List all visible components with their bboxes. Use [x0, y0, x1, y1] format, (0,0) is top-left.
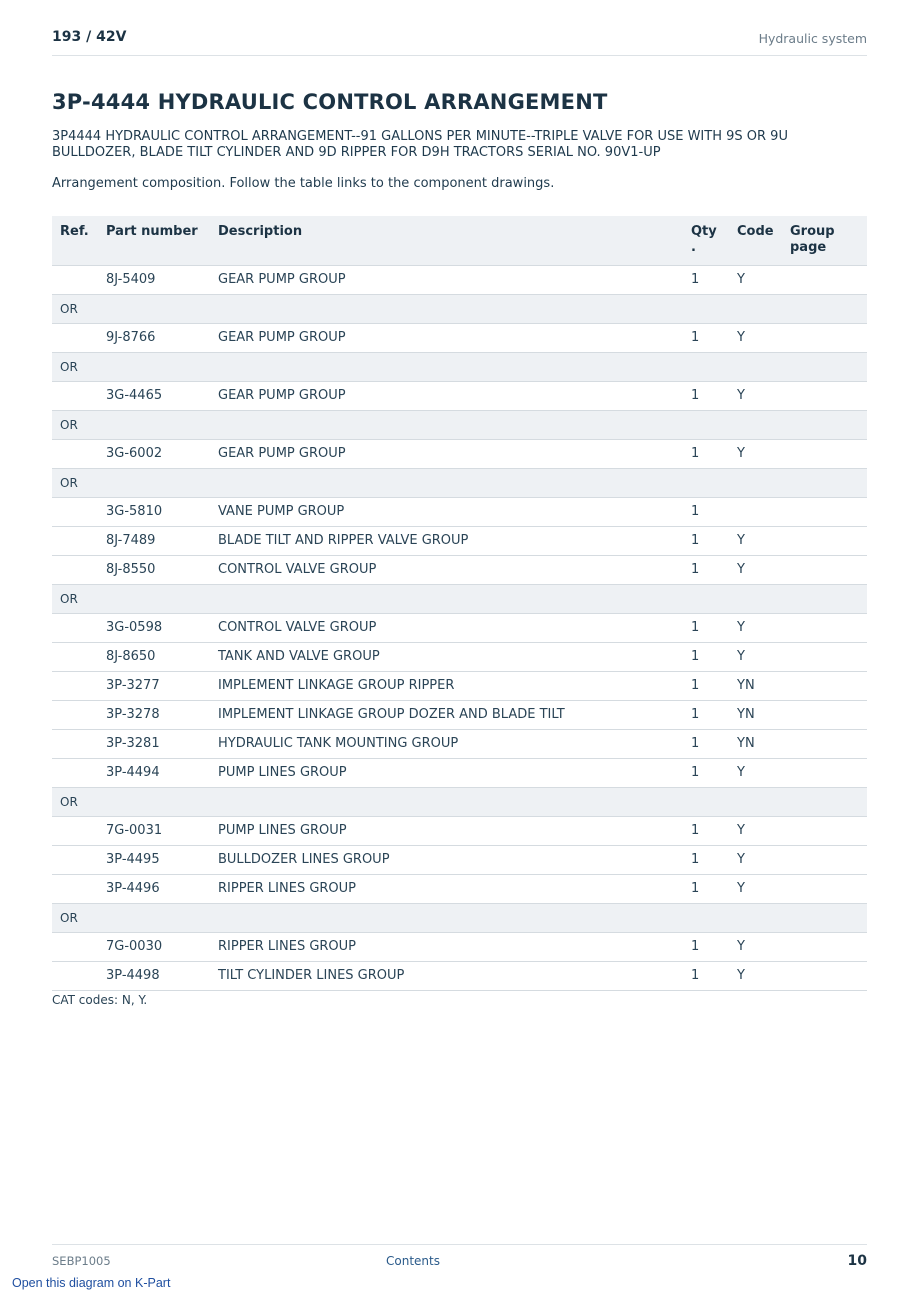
cell-part-number[interactable]: 3P-4498 — [98, 961, 210, 990]
alternative-separator-row — [52, 468, 867, 497]
cell-group-page — [782, 845, 867, 874]
cell-group-page — [782, 265, 867, 294]
cell-code: Y — [729, 874, 782, 903]
col-header-part-number: Part number — [98, 216, 210, 265]
cell-group-page — [782, 526, 867, 555]
page-header — [52, 29, 867, 56]
table-row — [52, 729, 867, 758]
cell-description: IMPLEMENT LINKAGE GROUP RIPPER — [210, 671, 683, 700]
table-row — [52, 671, 867, 700]
cell-group-page — [782, 874, 867, 903]
cell-ref — [52, 613, 98, 642]
cell-qty: 1 — [683, 700, 729, 729]
cell-ref — [52, 816, 98, 845]
cell-part-number[interactable]: 3G-6002 — [98, 439, 210, 468]
cell-code: Y — [729, 381, 782, 410]
cell-description: GEAR PUMP GROUP — [210, 265, 683, 294]
table-row — [52, 874, 867, 903]
cell-description: GEAR PUMP GROUP — [210, 439, 683, 468]
cell-group-page — [782, 555, 867, 584]
page-footer — [52, 1244, 867, 1274]
cell-part-number[interactable]: 3P-4496 — [98, 874, 210, 903]
cell-group-page — [782, 381, 867, 410]
cell-qty: 1 — [683, 758, 729, 787]
page-number: 10 — [847, 1253, 867, 1269]
cell-qty: 1 — [683, 613, 729, 642]
table-row — [52, 642, 867, 671]
cell-group-page — [782, 932, 867, 961]
cell-description: RIPPER LINES GROUP — [210, 932, 683, 961]
cell-ref — [52, 671, 98, 700]
cell-group-page — [782, 729, 867, 758]
cell-qty: 1 — [683, 497, 729, 526]
cell-description: GEAR PUMP GROUP — [210, 323, 683, 352]
cell-qty: 1 — [683, 439, 729, 468]
cell-qty: 1 — [683, 555, 729, 584]
or-label: OR — [52, 787, 867, 816]
table-header-row — [52, 216, 867, 265]
cell-ref — [52, 323, 98, 352]
document-id: SEBP1005 — [52, 1254, 111, 1268]
alternative-separator-row — [52, 787, 867, 816]
cell-ref — [52, 700, 98, 729]
cell-code: Y — [729, 555, 782, 584]
cell-qty: 1 — [683, 816, 729, 845]
cell-group-page — [782, 613, 867, 642]
cell-code: Y — [729, 816, 782, 845]
parts-table — [52, 216, 867, 991]
cat-codes-note: CAT codes: N, Y. — [52, 993, 148, 1007]
table-row — [52, 845, 867, 874]
cell-qty: 1 — [683, 729, 729, 758]
cell-code: Y — [729, 526, 782, 555]
cell-qty: 1 — [683, 671, 729, 700]
cell-qty: 1 — [683, 845, 729, 874]
table-row — [52, 497, 867, 526]
cell-qty: 1 — [683, 381, 729, 410]
cell-part-number[interactable]: 3P-3277 — [98, 671, 210, 700]
cell-description: HYDRAULIC TANK MOUNTING GROUP — [210, 729, 683, 758]
cell-ref — [52, 845, 98, 874]
cell-ref — [52, 932, 98, 961]
table-row — [52, 700, 867, 729]
table-row — [52, 961, 867, 990]
cell-group-page — [782, 642, 867, 671]
cell-ref — [52, 729, 98, 758]
intro-text: Arrangement composition. Follow the table links to the component drawings. — [52, 176, 555, 191]
cell-description: PUMP LINES GROUP — [210, 758, 683, 787]
cell-group-page — [782, 700, 867, 729]
alternative-separator-row — [52, 410, 867, 439]
alternative-separator-row — [52, 903, 867, 932]
col-header-ref: Ref. — [52, 216, 98, 265]
open-on-kpart-link[interactable]: Open this diagram on K-Part — [12, 1276, 171, 1290]
table-row — [52, 323, 867, 352]
cell-qty: 1 — [683, 526, 729, 555]
cell-code: Y — [729, 439, 782, 468]
cell-description: PUMP LINES GROUP — [210, 816, 683, 845]
cell-part-number[interactable]: 3P-3278 — [98, 700, 210, 729]
cell-ref — [52, 439, 98, 468]
cell-ref — [52, 497, 98, 526]
cell-description: CONTROL VALVE GROUP — [210, 613, 683, 642]
cell-part-number[interactable]: 3P-3281 — [98, 729, 210, 758]
table-row — [52, 439, 867, 468]
cell-ref — [52, 961, 98, 990]
cell-part-number[interactable]: 3G-5810 — [98, 497, 210, 526]
cell-description: GEAR PUMP GROUP — [210, 381, 683, 410]
col-header-qty: Qty . — [683, 216, 729, 265]
alternative-separator-row — [52, 352, 867, 381]
cell-description: CONTROL VALVE GROUP — [210, 555, 683, 584]
cell-group-page — [782, 439, 867, 468]
alternative-separator-row — [52, 294, 867, 323]
cell-code: Y — [729, 932, 782, 961]
table-row — [52, 758, 867, 787]
or-label: OR — [52, 352, 867, 381]
document-page — [52, 0, 867, 1300]
cell-description: BULLDOZER LINES GROUP — [210, 845, 683, 874]
cell-description: TILT CYLINDER LINES GROUP — [210, 961, 683, 990]
col-header-code: Code — [729, 216, 782, 265]
cell-part-number[interactable]: 9J-8766 — [98, 323, 210, 352]
contents-link[interactable]: Contents — [386, 1254, 440, 1268]
table-row — [52, 265, 867, 294]
cell-code: Y — [729, 613, 782, 642]
cell-qty: 1 — [683, 932, 729, 961]
cell-qty: 1 — [683, 874, 729, 903]
cell-code: YN — [729, 671, 782, 700]
cell-qty: 1 — [683, 961, 729, 990]
cell-description: IMPLEMENT LINKAGE GROUP DOZER AND BLADE TILT — [210, 700, 683, 729]
cell-part-number[interactable]: 3P-4495 — [98, 845, 210, 874]
cell-group-page — [782, 816, 867, 845]
cell-part-number[interactable]: 8J-8650 — [98, 642, 210, 671]
cell-part-number[interactable]: 7G-0031 — [98, 816, 210, 845]
cell-group-page — [782, 497, 867, 526]
or-label: OR — [52, 294, 867, 323]
cell-ref — [52, 265, 98, 294]
cell-code: Y — [729, 961, 782, 990]
page-reference: 193 / 42V — [52, 29, 127, 45]
cell-part-number[interactable]: 3G-4465 — [98, 381, 210, 410]
cell-qty: 1 — [683, 265, 729, 294]
cell-code: Y — [729, 323, 782, 352]
cell-ref — [52, 758, 98, 787]
cell-ref — [52, 555, 98, 584]
section-name: Hydraulic system — [758, 31, 867, 46]
cell-group-page — [782, 758, 867, 787]
cell-ref — [52, 874, 98, 903]
table-row — [52, 555, 867, 584]
or-label: OR — [52, 410, 867, 439]
table-row — [52, 816, 867, 845]
alternative-separator-row — [52, 584, 867, 613]
cell-code: YN — [729, 700, 782, 729]
cell-qty: 1 — [683, 323, 729, 352]
cell-part-number[interactable]: 3G-0598 — [98, 613, 210, 642]
cell-part-number[interactable]: 8J-7489 — [98, 526, 210, 555]
cell-part-number[interactable]: 8J-8550 — [98, 555, 210, 584]
col-header-group-page: Group page — [782, 216, 867, 265]
or-label: OR — [52, 584, 867, 613]
cell-description: RIPPER LINES GROUP — [210, 874, 683, 903]
table-row — [52, 526, 867, 555]
table-row — [52, 381, 867, 410]
arrangement-description: 3P4444 HYDRAULIC CONTROL ARRANGEMENT--91 GALLONS PER MINUTE--TRIPLE VALVE FOR USE WITH 9S OR 9U BULLDOZER, BLADE TILT CYLINDER AND 9D RIPPER FOR D9H TRACTORS SERIAL NO. 90V1-UP — [52, 129, 788, 160]
page-title: 3P-4444 HYDRAULIC CONTROL ARRANGEMENT — [52, 90, 608, 114]
cell-code: Y — [729, 265, 782, 294]
col-header-description: Description — [210, 216, 683, 265]
cell-code: Y — [729, 758, 782, 787]
cell-code: YN — [729, 729, 782, 758]
cell-group-page — [782, 961, 867, 990]
cell-ref — [52, 526, 98, 555]
cell-description: TANK AND VALVE GROUP — [210, 642, 683, 671]
cell-qty: 1 — [683, 642, 729, 671]
or-label: OR — [52, 903, 867, 932]
cell-code — [729, 497, 782, 526]
cell-description: VANE PUMP GROUP — [210, 497, 683, 526]
cell-ref — [52, 642, 98, 671]
cell-group-page — [782, 323, 867, 352]
cell-code: Y — [729, 642, 782, 671]
cell-code: Y — [729, 845, 782, 874]
table-row — [52, 932, 867, 961]
cell-group-page — [782, 671, 867, 700]
or-label: OR — [52, 468, 867, 497]
cell-description: BLADE TILT AND RIPPER VALVE GROUP — [210, 526, 683, 555]
cell-part-number[interactable]: 3P-4494 — [98, 758, 210, 787]
parts-table-body — [52, 265, 867, 990]
cell-part-number[interactable]: 8J-5409 — [98, 265, 210, 294]
cell-part-number[interactable]: 7G-0030 — [98, 932, 210, 961]
cell-ref — [52, 381, 98, 410]
table-row — [52, 613, 867, 642]
